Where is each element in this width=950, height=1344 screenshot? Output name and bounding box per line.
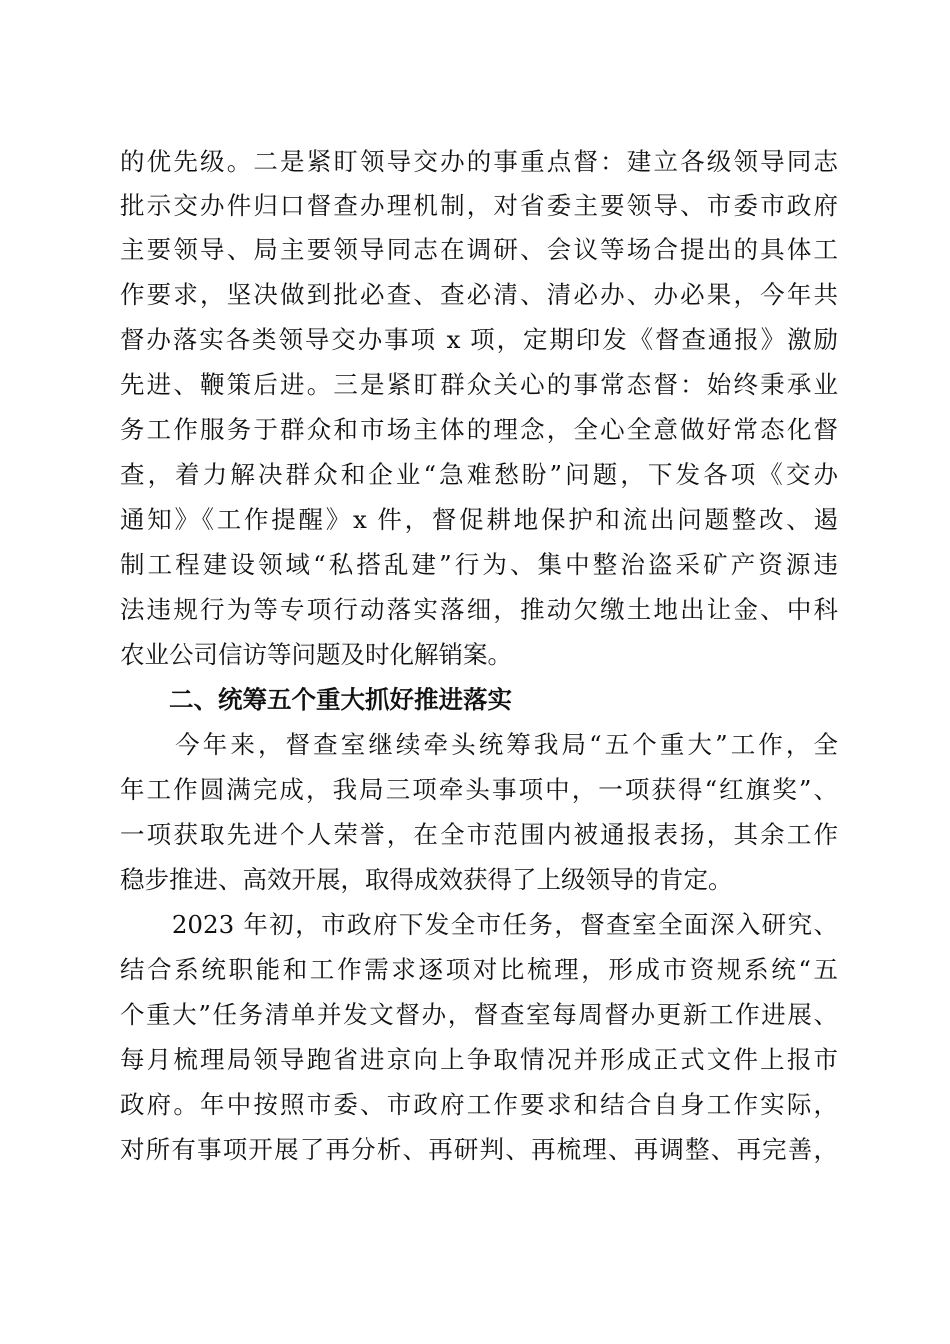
para2-line-1: 今年来，督查室继续牵头统筹我局“五个重大”工作，全 [120,730,838,759]
para1-line-8: 查，着力解决群众和企业“急难愁盼”问题，下发各项《交办 [120,460,838,489]
para1-line-3: 主要领导、局主要领导同志在调研、会议等场合提出的具体工 [120,235,838,264]
para1-line-2: 批示交办件归口督查办理机制，对省委主要领导、市委市政府 [120,191,838,220]
para1-line-9: 通知》《工作提醒》x 件，督促耕地保护和流出问题整改、遏 [120,505,838,534]
para1-line-4: 作要求，坚决做到批必查、查必清、清必办、办必果，今年共 [120,280,838,309]
para2-line-3: 一项获取先进个人荣誉，在全市范围内被通报表扬，其余工作 [120,820,838,849]
para3-line-6: 对所有事项开展了再分析、再研判、再梳理、再调整、再完善， [120,1135,838,1164]
para1-line-1: 的优先级。二是紧盯领导交办的事重点督：建立各级领导同志 [120,147,838,176]
para3-line-2: 结合系统职能和工作需求逐项对比梳理，形成市资规系统“五 [120,955,838,984]
para1-line-6: 先进、鞭策后进。三是紧盯群众关心的事常态督：始终秉承业 [120,370,838,399]
para3-line-1: 2023 年初，市政府下发全市任务，督查室全面深入研究、 [120,910,838,939]
para1-line-12: 农业公司信访等问题及时化解销案。 [120,640,512,669]
para3-line-3: 个重大”任务清单并发文督办，督查室每周督办更新工作进展、 [120,1000,838,1029]
para1-line-10: 制工程建设领域“私搭乱建”行为、集中整治盗采矿产资源违 [120,550,838,579]
para1-line-5: 督办落实各类领导交办事项 x 项，定期印发《督查通报》激励 [120,325,838,354]
para3-line-4: 每月梳理局领导跑省进京向上争取情况并形成正式文件上报市 [120,1045,838,1074]
para2-line-2: 年工作圆满完成，我局三项牵头事项中，一项获得“红旗奖”、 [120,775,838,804]
para1-line-11: 法违规行为等专项行动落实落细，推动欠缴土地出让金、中科 [120,595,838,624]
para2-line-4: 稳步推进、高效开展，取得成效获得了上级领导的肯定。 [120,865,733,894]
para3-line-5: 政府。年中按照市委、市政府工作要求和结合自身工作实际， [120,1090,838,1119]
para1-line-7: 务工作服务于群众和市场主体的理念，全心全意做好常态化督 [120,415,838,444]
section-heading: 二、统筹五个重大抓好推进落实 [169,685,512,714]
